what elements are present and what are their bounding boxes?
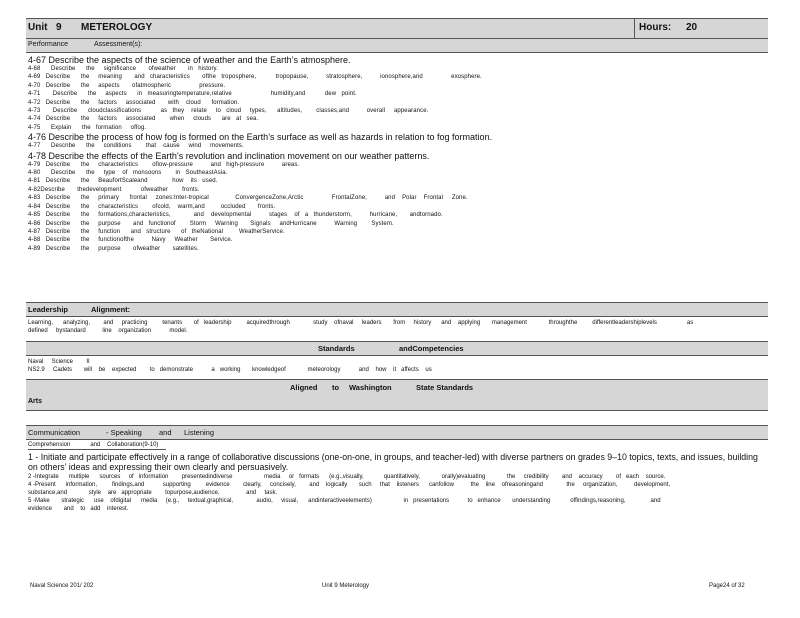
standards-bar [26, 341, 768, 356]
washington-label: Washington [349, 383, 392, 392]
aligned-label: Aligned [290, 383, 318, 392]
standard-5-continued: evidence and to add interest. [28, 506, 129, 512]
objective-item: 4-79 Describe the characteristics oflow-pressure and high-pressure areas. [28, 161, 300, 168]
state-standards-label: State Standards [416, 383, 474, 392]
objective-item: 4-85 Describe the formations,characteristics, and developmental stages of a thunderstorm, hurricane, andtornado. [28, 212, 443, 219]
communication-label: Communication [28, 428, 81, 437]
unit-header-bar [26, 18, 768, 39]
ns-standard-line: NS2.9 Cadets will be expected to demonstrate a working knowledgeof meteorology and how it affects us [28, 367, 432, 373]
unit-number: 9 [56, 22, 62, 33]
standard-1-text: 1 - Initiate and participate effectively in a range of collaborative discussions (one-on-one, in groups, and teacher-led) with diverse partners on grades 9–10 topics, texts, and issues, building on others’ ideas and expressing their own clearly and persuasively. [28, 452, 758, 472]
objective-item: 4-72 Describe the factors associated with cloud formation. [28, 99, 240, 106]
performance-column-label: Performance [28, 41, 69, 48]
to-label: to [332, 383, 340, 392]
performance-header [26, 39, 768, 53]
header-divider [634, 19, 635, 38]
objective-item: 4-87 Describe the function and structure of theNational WeatherService. [28, 228, 285, 235]
hours-value: 20 [686, 22, 698, 33]
unit-title: METEROLOGY [81, 22, 153, 33]
footer-page-number: Page24 of 32 [709, 583, 745, 589]
objective-heading: 4-67 Describe the aspects of the science of weather and the Earth’s atmosphere. [28, 55, 351, 65]
page-footer [26, 583, 768, 593]
listening-label: Listening [184, 428, 215, 437]
objective-item: 4-74 Describe the factors associated when clouds are at sea. [28, 116, 259, 123]
objective-item: 4-81 Describe the BeaufortScaleand how its used. [28, 178, 218, 185]
communication-text [26, 440, 768, 513]
standard-4-continued: substance,and style are appropriate topurpose,audience, and task. [28, 490, 278, 496]
objective-item: 4-69 Describe the meaning and characteristics ofthe troposphere, tropopause, stratosphere, ionosphere,and exosphere. [28, 74, 482, 81]
leadership-bar [26, 302, 768, 317]
objective-item: 4-77 Describe the conditions that cause wind movements. [28, 143, 244, 150]
standard-2-text: 2 -Integrate multiple sources of information presentedindiverse media or formats (e.g.,visually, quantitatively, orally)evaluating the credibility and accuracy of each source. [28, 474, 666, 480]
performance-list [26, 53, 768, 302]
spacer [26, 411, 768, 425]
competencies-label: andCompetencies [399, 344, 464, 353]
objective-item: 4-82Describe thedevelopment ofweather fronts. [28, 186, 200, 193]
objective-item: 4-73 Describe cloudclassifications as they relate to cloud types, altitudes, classes,and overall appearance. [28, 108, 429, 115]
leadership-text [26, 317, 768, 341]
objective-item: 4-86 Describe the purpose and functionof Storm Warning Signals andHurricane Warning System. [28, 220, 394, 227]
objective-item: 4-70 Describe the aspects ofatmospheric pressure. [28, 82, 226, 89]
standards-text [26, 356, 768, 379]
washington-standards-bar [26, 379, 768, 411]
footer-course: Naval Science 201/ 202 [30, 583, 94, 589]
objective-heading: 4-76 Describe the process of how fog is formed on the Earth’s surface as well as hazards in relation to fog formation. [28, 132, 493, 143]
arts-label: Arts [28, 398, 43, 405]
objective-item: 4-71 Describe the aspects in measuringtemperature,relative humidity,and dew point. [28, 91, 357, 98]
alignment-label: Alignment: [91, 305, 131, 314]
footer-unit: Unit 9 Meterology [322, 583, 370, 589]
speaking-label: - Speaking [106, 428, 142, 437]
objective-item: 4-88 Describe the functionofthe Navy Weather Service. [28, 237, 233, 244]
objective-item: 4-80 Describe the type of monsoons in SoutheastAsia. [28, 170, 228, 177]
objective-item: 4-83 Describe the primary frontal zones:Inter-tropical ConvergenceZone,Arctic FrontalZone, and Polar Frontal Zone. [28, 195, 468, 202]
standard-5-text: 5 -Make strategic use ofdigital media (e.g., textual,graphical, audio, visual, andinteractiveelements) in presentations to enhance understanding offindings,reasoning, and [28, 498, 661, 504]
comprehension-subheading: Comprehension and Collaboration(9-10) [28, 441, 166, 450]
objective-item: 4-89 Describe the purpose ofweather satellites. [28, 245, 199, 252]
standard-4-text: 4 -Present information, findings,and supporting evidence clearly, concisely, and logically such that listeners canfollow the line ofreasoningand the organization, development, [28, 482, 671, 488]
leadership-line-1: Learning, analyzing, and practicing tenants of leadership acquiredthrough study ofnaval leaders from history and applying management throughthe differentleadershiplevels as [28, 320, 694, 326]
leadership-label: Leadership [28, 305, 69, 314]
leadership-line-2: defined bystandard line organization model. [28, 328, 188, 334]
standards-label: Standards [318, 344, 355, 353]
hours-label: Hours: [639, 22, 672, 33]
document-page [26, 18, 768, 513]
assessment-column-label: Assessment(s): [94, 41, 143, 48]
objective-item: 4-68 Describe the significance ofweather in history. [28, 66, 218, 72]
objective-item: 4-75 Explain the formation offog. [28, 124, 147, 131]
and-label: and [159, 428, 172, 437]
communication-bar [26, 425, 768, 440]
unit-label: Unit [28, 22, 48, 33]
objective-item: 4-84 Describe the characteristics ofcold, warm,and occluded fronts. [28, 203, 276, 210]
objective-heading: 4-78 Describe the effects of the Earth’s revolution and inclination movement on our weather patterns. [28, 150, 430, 161]
naval-science-line: Naval Science II [28, 359, 90, 365]
